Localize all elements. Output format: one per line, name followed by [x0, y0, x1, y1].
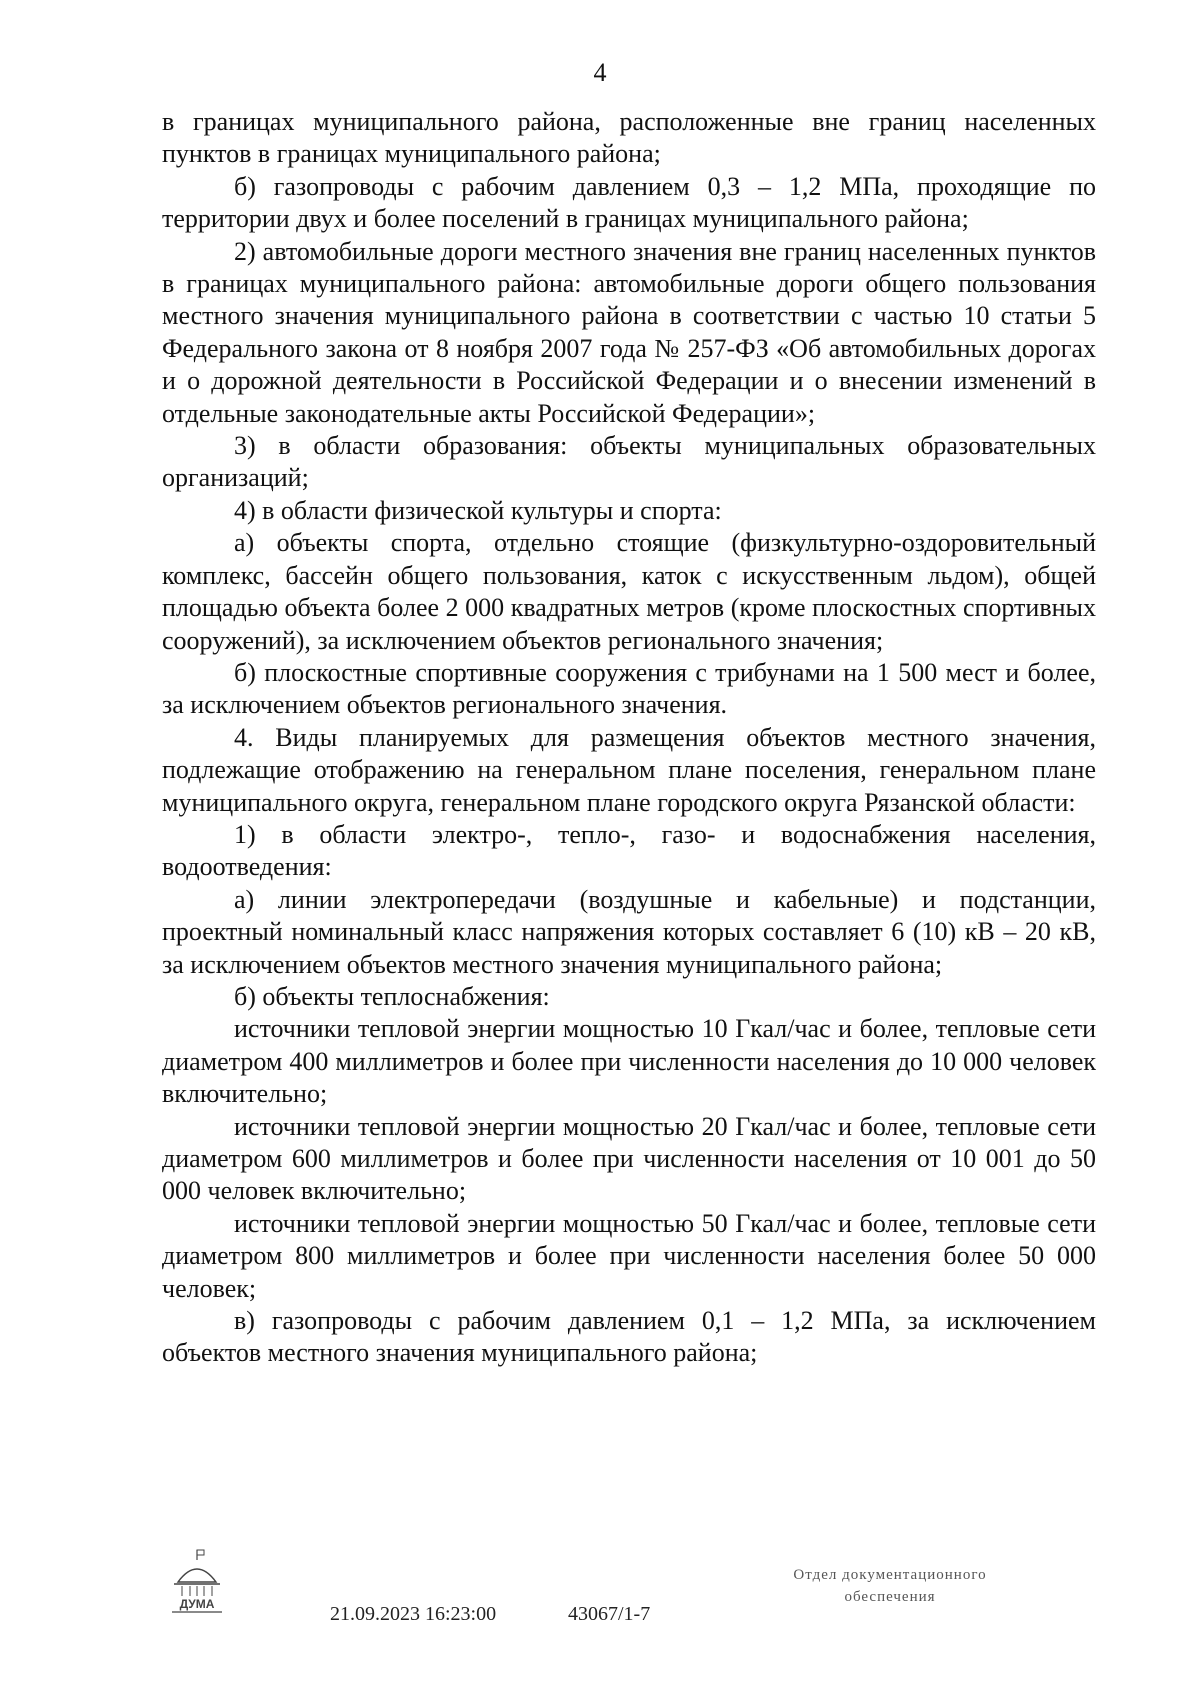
paragraph: а) объекты спорта, отдельно стоящие (физкультурно-оздоровительный комплекс, бассейн общего пользования, каток с искусственным льдом), общей площадью объекта более 2 000 квадратных метров (кроме плоскостных спортивных сооружений), за исключением объектов регионального значения; [162, 528, 1096, 655]
paragraph: б) плоскостные спортивные сооружения с трибунами на 1 500 мест и более, за исключением объектов регионального значения. [162, 657, 1096, 720]
paragraph: б) объекты теплоснабжения: [234, 981, 550, 1011]
paragraph: источники тепловой энергии мощностью 50 Гкал/час и более, тепловые сети диаметром 800 миллиметров и более при численности населения более 50 000 человек; [162, 1208, 1096, 1303]
department-stamp [730, 1564, 1050, 1608]
paragraph: 4) в области физической культуры и спорта: [234, 495, 722, 525]
paragraph: 2) автомобильные дороги местного значения вне границ населенных пунктов в границах муниципального района: автомобильные дороги общего пользования местного значения муниципального района в соответствии с частью 10 статьи 5 Федерального закона от 8 ноября 2007 года № 257-ФЗ «Об автомобильных дорогах и о дорожной деятельности в Российской Федерации и о внесении изменений в отдельные законодательные акты Российской Федерации»; [162, 236, 1096, 428]
paragraph: 3) в области образования: объекты муниципальных образовательных организаций; [162, 431, 1096, 493]
paragraph: 1) в области электро-, тепло-, газо- и водоснабжения населения, водоотведения: [162, 819, 1096, 882]
document-body [162, 106, 1096, 1370]
stamp-line: обеспечения [844, 1589, 936, 1605]
stamp-line: Отдел документационного [793, 1567, 987, 1583]
duma-logo-icon [168, 1548, 226, 1616]
paragraph: источники тепловой энергии мощностью 20 Гкал/час и более, тепловые сети диаметром 600 миллиметров и более при численности населения от 10 001 до 50 000 человек включительно; [162, 1111, 1096, 1206]
page-number: 4 [593, 58, 607, 87]
paragraph: в) газопроводы с рабочим давлением 0,1 – 1,2 МПа, за исключением объектов местного значения муниципального района; [162, 1306, 1096, 1368]
footer-date: 21.09.2023 16:23:00 [330, 1603, 497, 1625]
paragraph: источники тепловой энергии мощностью 10 Гкал/час и более, тепловые сети диаметром 400 миллиметров и более при численности населения до 10 000 человек включительно; [162, 1014, 1096, 1109]
paragraph: а) линии электропередачи (воздушные и кабельные) и подстанции, проектный номинальный класс напряжения которых составляет 6 (10) кВ – 20 кВ, за исключением объектов местного значения муниципального района; [162, 884, 1096, 979]
paragraph: б) газопроводы с рабочим давлением 0,3 – 1,2 МПа, проходящие по территории двух и более поселений в границах муниципального района; [162, 171, 1096, 234]
footer-registration-code: 43067/1-7 [568, 1603, 651, 1625]
paragraph: в границах муниципального района, расположенные вне границ населенных пунктов в границах муниципального района; [162, 107, 1096, 169]
paragraph: 4. Виды планируемых для размещения объектов местного значения, подлежащие отображению на генеральном плане поселения, генеральном плане муниципального округа, генеральном плане городского округа Рязанской области: [162, 722, 1096, 817]
svg-text:ДУМА: ДУМА [179, 1597, 215, 1611]
